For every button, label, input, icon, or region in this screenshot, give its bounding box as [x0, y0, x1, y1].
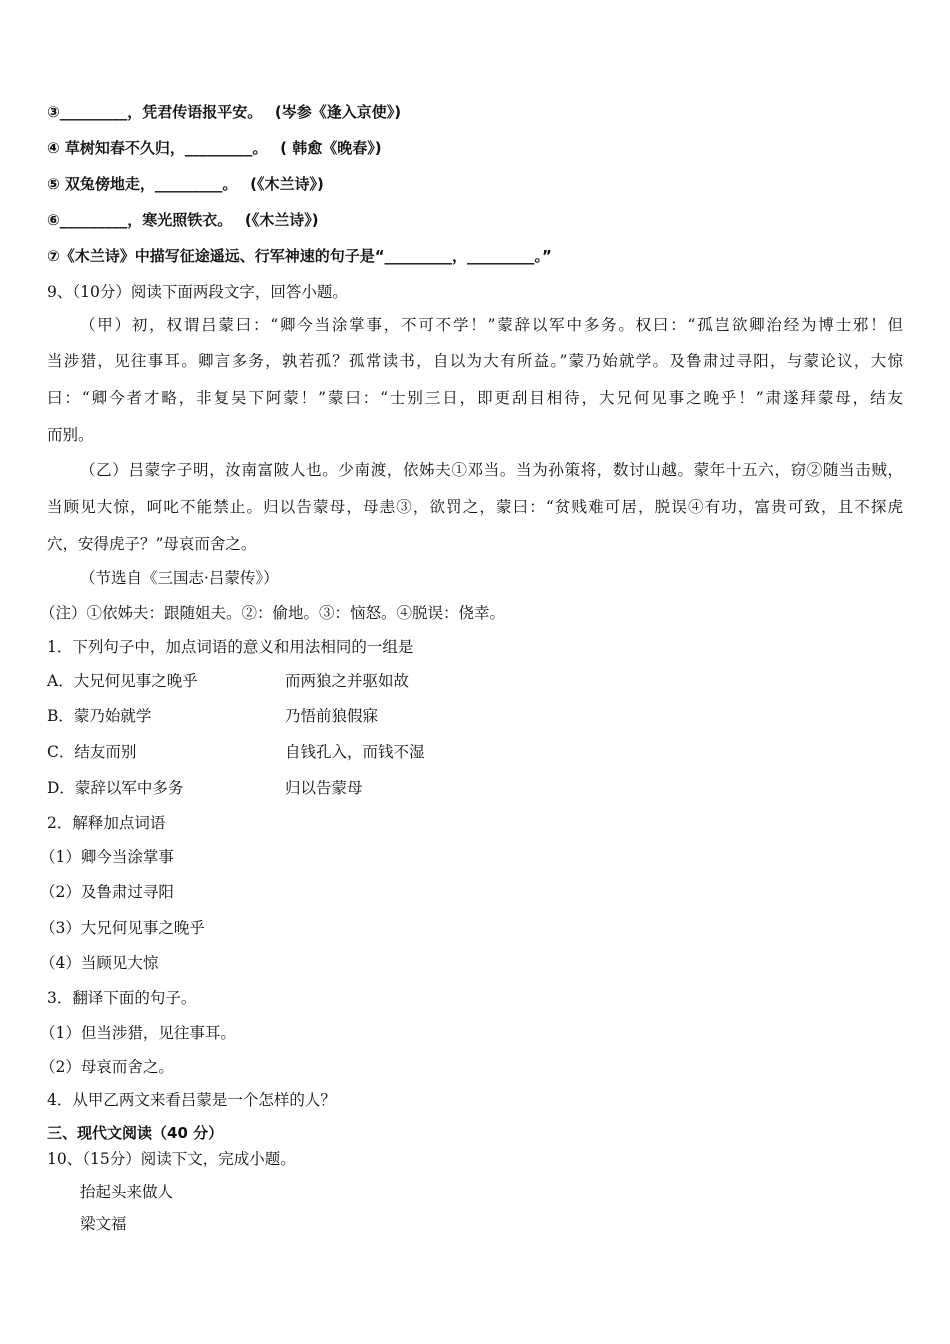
- fill-item-3: ③_________，凭君传语报平安。 (岑参《逢入京使》): [47, 103, 402, 121]
- option-right: 乃悟前狼假寐: [285, 707, 379, 725]
- option-left: D．蒙辞以军中多务: [47, 779, 184, 797]
- option-a: [47, 671, 410, 691]
- fill-item-4: ④ 草树知春不久归，_________。 ( 韩愈《晚春》): [47, 139, 382, 157]
- section-heading: 三、现代文阅读（40 分）: [47, 1124, 224, 1142]
- option-d: [47, 778, 363, 798]
- fill-item-5: ⑤ 双兔傍地走，_________。 (《木兰诗》): [47, 175, 324, 193]
- q9-heading: 9、（10分）阅读下面两段文字，回答小题。: [47, 283, 348, 301]
- q10-heading: 10、（15分）阅读下文，完成小题。: [47, 1150, 296, 1168]
- jia-line: 当涉猎，见往事耳。卿言多务，孰若孤？孤常读书，自以为大有所益。”蒙乃始就学。及鲁肃过寻阳，与蒙论议，大惊: [47, 352, 903, 370]
- article-author: 梁文福: [80, 1215, 127, 1233]
- sub3-item: （1）但当涉猎，见往事耳。: [40, 1024, 236, 1042]
- fill-item-6: ⑥_________，寒光照铁衣。 (《木兰诗》): [47, 211, 319, 229]
- option-left: B．蒙乃始就学: [47, 707, 152, 725]
- jia-line: 曰：“卿今者才略，非复吴下阿蒙！”蒙曰：“士别三日，即更刮目相待，大兄何见事之晚乎！”肃遂拜蒙母，结友: [47, 389, 903, 407]
- yi-line: 当顾见大惊，呵叱不能禁止。归以告蒙母，母恚③，欲罚之，蒙曰：“贫贱难可居，脱误④有功，富贵可致，且不探虎: [47, 498, 903, 516]
- sub3-question: 3．翻译下面的句子。: [47, 989, 197, 1007]
- sub3-item: （2）母哀而舍之。: [40, 1058, 174, 1076]
- sub2-question: 2．解释加点词语: [47, 814, 166, 832]
- sub2-item: （2）及鲁肃过寻阳: [40, 883, 174, 901]
- article-title: 抬起头来做人: [80, 1183, 174, 1201]
- source: （节选自《三国志·吕蒙传》）: [80, 569, 279, 587]
- option-b: [47, 706, 379, 726]
- sub2-item: （1）卿今当涂掌事: [40, 848, 174, 866]
- yi-line: （乙）吕蒙字子明，汝南富陂人也。少南渡，依姊夫①邓当。当为孙策将，数讨山越。蒙年十五六，窃②随当击贼，: [80, 461, 903, 479]
- option-right: 归以告蒙母: [285, 779, 363, 797]
- yi-line: 穴，安得虎子？”母哀而舍之。: [47, 535, 257, 553]
- option-left: A．大兄何见事之晚乎: [47, 672, 198, 690]
- sub1-question: 1．下列句子中，加点词语的意义和用法相同的一组是: [47, 638, 414, 656]
- sub4-question: 4．从甲乙两文来看吕蒙是一个怎样的人？: [47, 1091, 336, 1109]
- option-right: 而两狼之并驱如故: [285, 672, 410, 690]
- jia-line: （甲）初，权谓吕蒙曰：“卿今当涂掌事，不可不学！”蒙辞以军中多务。权曰：“孤岂欲卿治经为博士邪！但: [80, 316, 903, 334]
- option-right: 自钱孔入，而钱不湿: [285, 743, 425, 761]
- option-c: [47, 742, 425, 762]
- fill-item-7: ⑦《木兰诗》中描写征途遥远、行军神速的句子是“_________，_________。”: [47, 247, 552, 265]
- jia-line: 而别。: [47, 426, 94, 444]
- notes: （注）①依姊夫：跟随姐夫。②：偷地。③：恼怒。④脱误：侥幸。: [40, 604, 506, 622]
- sub2-item: （4）当顾见大惊: [40, 954, 159, 972]
- option-left: C．结友而别: [47, 743, 137, 761]
- sub2-item: （3）大兄何见事之晚乎: [40, 919, 205, 937]
